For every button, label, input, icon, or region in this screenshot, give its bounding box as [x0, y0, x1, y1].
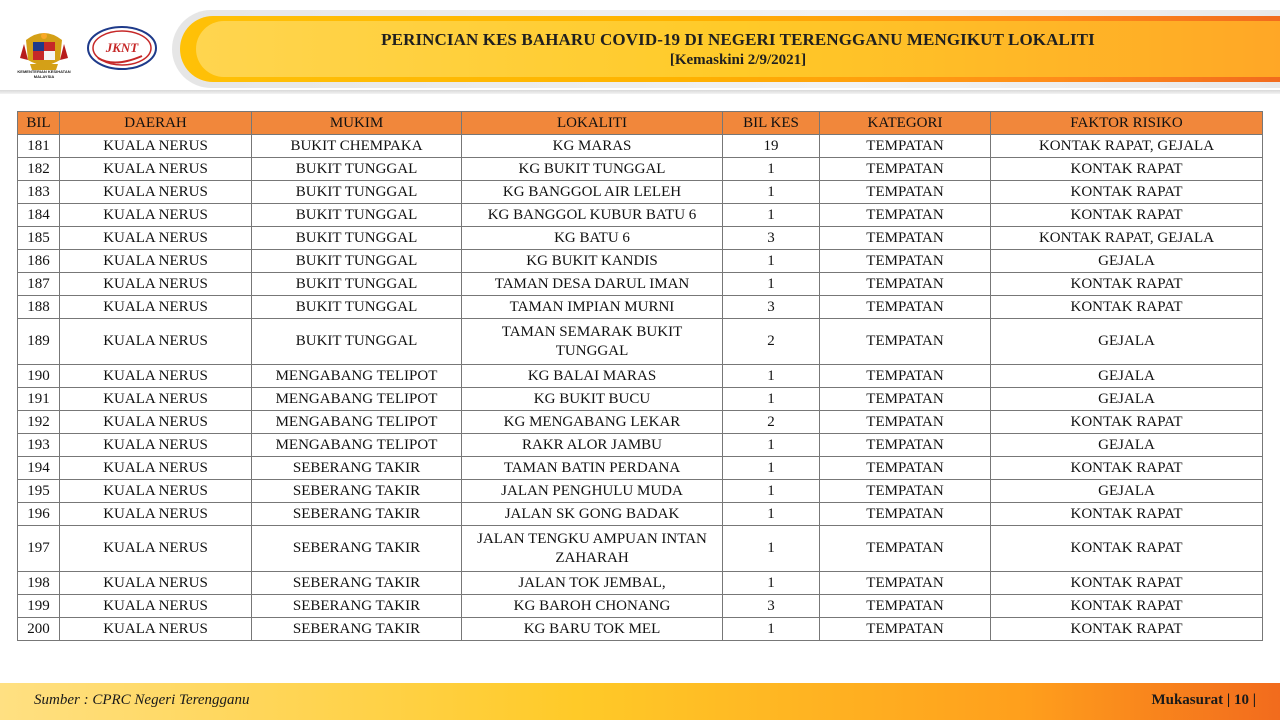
cell-faktor-risiko: GEJALA	[991, 480, 1263, 503]
cell-lokaliti: KG MENGABANG LEKAR	[462, 411, 723, 434]
cases-table	[17, 111, 1263, 641]
cell-bil-kes: 1	[723, 388, 820, 411]
cell-bil-kes: 1	[723, 457, 820, 480]
col-header-bil: BIL	[18, 112, 60, 135]
table-row	[18, 135, 1263, 158]
cell-faktor-risiko: KONTAK RAPAT	[991, 595, 1263, 618]
cell-lokaliti: KG BATU 6	[462, 227, 723, 250]
cell-kategori: TEMPATAN	[820, 319, 991, 365]
cell-daerah: KUALA NERUS	[60, 296, 252, 319]
cell-bil: 194	[18, 457, 60, 480]
cell-bil-kes: 1	[723, 158, 820, 181]
table-row	[18, 365, 1263, 388]
cell-bil: 181	[18, 135, 60, 158]
cell-mukim: BUKIT TUNGGAL	[252, 250, 462, 273]
table-row	[18, 181, 1263, 204]
cell-faktor-risiko: GEJALA	[991, 434, 1263, 457]
cell-faktor-risiko: KONTAK RAPAT	[991, 158, 1263, 181]
cell-bil: 195	[18, 480, 60, 503]
cell-lokaliti: RAKR ALOR JAMBU	[462, 434, 723, 457]
cell-lokaliti: TAMAN BATIN PERDANA	[462, 457, 723, 480]
cell-kategori: TEMPATAN	[820, 480, 991, 503]
cell-kategori: TEMPATAN	[820, 411, 991, 434]
cell-kategori: TEMPATAN	[820, 250, 991, 273]
cell-bil: 182	[18, 158, 60, 181]
cell-bil: 200	[18, 618, 60, 641]
cell-mukim: MENGABANG TELIPOT	[252, 365, 462, 388]
cell-daerah: KUALA NERUS	[60, 411, 252, 434]
cell-kategori: TEMPATAN	[820, 365, 991, 388]
cell-daerah: KUALA NERUS	[60, 572, 252, 595]
cell-kategori: TEMPATAN	[820, 526, 991, 572]
cell-lokaliti: KG BAROH CHONANG	[462, 595, 723, 618]
table-row	[18, 158, 1263, 181]
cell-bil-kes: 1	[723, 526, 820, 572]
cell-daerah: KUALA NERUS	[60, 365, 252, 388]
cell-faktor-risiko: KONTAK RAPAT	[991, 411, 1263, 434]
cell-bil-kes: 1	[723, 572, 820, 595]
cell-daerah: KUALA NERUS	[60, 457, 252, 480]
cell-bil-kes: 1	[723, 503, 820, 526]
cell-mukim: BUKIT TUNGGAL	[252, 204, 462, 227]
cell-daerah: KUALA NERUS	[60, 135, 252, 158]
table-row	[18, 572, 1263, 595]
jknt-logo-icon	[84, 24, 160, 72]
cell-lokaliti: KG BANGGOL KUBUR BATU 6	[462, 204, 723, 227]
table-row	[18, 319, 1263, 365]
cell-bil-kes: 1	[723, 434, 820, 457]
jknt-logo-text: JKNT	[105, 40, 139, 55]
col-header-kategori: KATEGORI	[820, 112, 991, 135]
cell-mukim: MENGABANG TELIPOT	[252, 388, 462, 411]
cell-kategori: TEMPATAN	[820, 158, 991, 181]
cell-bil: 185	[18, 227, 60, 250]
update-date: [Kemaskini 2/9/2021]	[669, 52, 807, 68]
cell-kategori: TEMPATAN	[820, 135, 991, 158]
cell-bil: 190	[18, 365, 60, 388]
cell-bil-kes: 1	[723, 365, 820, 388]
table-row	[18, 618, 1263, 641]
cell-daerah: KUALA NERUS	[60, 319, 252, 365]
cell-daerah: KUALA NERUS	[60, 388, 252, 411]
cell-faktor-risiko: GEJALA	[991, 319, 1263, 365]
table-row	[18, 526, 1263, 572]
cell-faktor-risiko: KONTAK RAPAT, GEJALA	[991, 135, 1263, 158]
cell-lokaliti: TAMAN SEMARAK BUKIT TUNGGAL	[462, 319, 723, 365]
cell-mukim: BUKIT TUNGGAL	[252, 181, 462, 204]
cell-mukim: SEBERANG TAKIR	[252, 595, 462, 618]
cell-bil: 184	[18, 204, 60, 227]
cell-bil: 189	[18, 319, 60, 365]
cell-bil-kes: 3	[723, 227, 820, 250]
cell-faktor-risiko: KONTAK RAPAT, GEJALA	[991, 227, 1263, 250]
cell-kategori: TEMPATAN	[820, 273, 991, 296]
cell-daerah: KUALA NERUS	[60, 273, 252, 296]
cell-lokaliti: TAMAN DESA DARUL IMAN	[462, 273, 723, 296]
cell-lokaliti: KG BUKIT TUNGGAL	[462, 158, 723, 181]
cell-bil-kes: 1	[723, 480, 820, 503]
cell-kategori: TEMPATAN	[820, 181, 991, 204]
cell-faktor-risiko: KONTAK RAPAT	[991, 204, 1263, 227]
cell-daerah: KUALA NERUS	[60, 526, 252, 572]
cell-daerah: KUALA NERUS	[60, 434, 252, 457]
cell-bil-kes: 1	[723, 618, 820, 641]
cell-faktor-risiko: GEJALA	[991, 250, 1263, 273]
cell-lokaliti: KG MARAS	[462, 135, 723, 158]
cell-lokaliti: KG BUKIT KANDIS	[462, 250, 723, 273]
col-header-daerah: DAERAH	[60, 112, 252, 135]
col-header-bil-kes: BIL KES	[723, 112, 820, 135]
table-row	[18, 388, 1263, 411]
cell-faktor-risiko: KONTAK RAPAT	[991, 572, 1263, 595]
cell-lokaliti: JALAN PENGHULU MUDA	[462, 480, 723, 503]
cell-bil: 188	[18, 296, 60, 319]
table-header-row	[18, 112, 1263, 135]
cell-daerah: KUALA NERUS	[60, 618, 252, 641]
cell-mukim: BUKIT CHEMPAKA	[252, 135, 462, 158]
table-row	[18, 595, 1263, 618]
cell-lokaliti: JALAN TOK JEMBAL,	[462, 572, 723, 595]
cell-bil: 193	[18, 434, 60, 457]
cell-kategori: TEMPATAN	[820, 618, 991, 641]
table-row	[18, 457, 1263, 480]
cell-bil: 187	[18, 273, 60, 296]
cell-mukim: SEBERANG TAKIR	[252, 457, 462, 480]
table-row	[18, 273, 1263, 296]
cell-bil-kes: 1	[723, 181, 820, 204]
cell-bil-kes: 19	[723, 135, 820, 158]
cell-mukim: BUKIT TUNGGAL	[252, 158, 462, 181]
cell-faktor-risiko: KONTAK RAPAT	[991, 526, 1263, 572]
cell-bil-kes: 1	[723, 273, 820, 296]
cell-daerah: KUALA NERUS	[60, 204, 252, 227]
col-header-lokaliti: LOKALITI	[462, 112, 723, 135]
cell-mukim: BUKIT TUNGGAL	[252, 319, 462, 365]
cell-kategori: TEMPATAN	[820, 434, 991, 457]
cell-faktor-risiko: KONTAK RAPAT	[991, 503, 1263, 526]
cell-mukim: SEBERANG TAKIR	[252, 480, 462, 503]
cell-kategori: TEMPATAN	[820, 457, 991, 480]
cell-faktor-risiko: KONTAK RAPAT	[991, 296, 1263, 319]
cell-daerah: KUALA NERUS	[60, 595, 252, 618]
header-divider	[0, 90, 1280, 94]
table-row	[18, 503, 1263, 526]
cell-bil: 199	[18, 595, 60, 618]
cell-bil: 197	[18, 526, 60, 572]
col-header-faktor-risiko: FAKTOR RISIKO	[991, 112, 1263, 135]
cell-bil: 186	[18, 250, 60, 273]
cell-kategori: TEMPATAN	[820, 572, 991, 595]
table-row	[18, 411, 1263, 434]
col-header-mukim: MUKIM	[252, 112, 462, 135]
cell-daerah: KUALA NERUS	[60, 158, 252, 181]
table-row	[18, 296, 1263, 319]
cell-kategori: TEMPATAN	[820, 204, 991, 227]
table-row	[18, 204, 1263, 227]
cell-mukim: BUKIT TUNGGAL	[252, 296, 462, 319]
cell-mukim: SEBERANG TAKIR	[252, 618, 462, 641]
cell-mukim: SEBERANG TAKIR	[252, 572, 462, 595]
cell-faktor-risiko: KONTAK RAPAT	[991, 181, 1263, 204]
cell-lokaliti: JALAN SK GONG BADAK	[462, 503, 723, 526]
table-row	[18, 250, 1263, 273]
cell-kategori: TEMPATAN	[820, 503, 991, 526]
table-body	[18, 135, 1263, 641]
cell-bil-kes: 2	[723, 319, 820, 365]
cell-kategori: TEMPATAN	[820, 296, 991, 319]
cell-daerah: KUALA NERUS	[60, 503, 252, 526]
cell-bil-kes: 3	[723, 595, 820, 618]
cell-bil: 198	[18, 572, 60, 595]
cell-daerah: KUALA NERUS	[60, 227, 252, 250]
cell-lokaliti: KG BUKIT BUCU	[462, 388, 723, 411]
cell-mukim: MENGABANG TELIPOT	[252, 411, 462, 434]
cell-kategori: TEMPATAN	[820, 227, 991, 250]
cell-faktor-risiko: KONTAK RAPAT	[991, 273, 1263, 296]
moh-logo-text: KEMENTERIAN KESIHATAN MALAYSIA	[17, 69, 71, 79]
cell-faktor-risiko: GEJALA	[991, 388, 1263, 411]
cell-faktor-risiko: GEJALA	[991, 365, 1263, 388]
cell-lokaliti: JALAN TENGKU AMPUAN INTAN ZAHARAH	[462, 526, 723, 572]
logos	[10, 22, 170, 86]
cell-lokaliti: KG BARU TOK MEL	[462, 618, 723, 641]
cell-mukim: MENGABANG TELIPOT	[252, 434, 462, 457]
cell-kategori: TEMPATAN	[820, 388, 991, 411]
cell-lokaliti: KG BALAI MARAS	[462, 365, 723, 388]
cell-bil-kes: 1	[723, 204, 820, 227]
table-row	[18, 227, 1263, 250]
cell-bil: 196	[18, 503, 60, 526]
cell-mukim: BUKIT TUNGGAL	[252, 227, 462, 250]
cell-kategori: TEMPATAN	[820, 595, 991, 618]
cell-bil-kes: 3	[723, 296, 820, 319]
data-source: Sumber : CPRC Negeri Terengganu	[34, 692, 250, 708]
cell-faktor-risiko: KONTAK RAPAT	[991, 618, 1263, 641]
cell-faktor-risiko: KONTAK RAPAT	[991, 457, 1263, 480]
cell-daerah: KUALA NERUS	[60, 250, 252, 273]
cell-daerah: KUALA NERUS	[60, 480, 252, 503]
cell-mukim: SEBERANG TAKIR	[252, 526, 462, 572]
cell-mukim: SEBERANG TAKIR	[252, 503, 462, 526]
cell-bil: 192	[18, 411, 60, 434]
cell-lokaliti: KG BANGGOL AIR LELEH	[462, 181, 723, 204]
cell-bil-kes: 2	[723, 411, 820, 434]
cell-bil: 183	[18, 181, 60, 204]
page-title: PERINCIAN KES BAHARU COVID-19 DI NEGERI TERENGGANU MENGIKUT LOKALITI	[381, 30, 1095, 49]
cell-bil-kes: 1	[723, 250, 820, 273]
cell-bil: 191	[18, 388, 60, 411]
cell-lokaliti: TAMAN IMPIAN MURNI	[462, 296, 723, 319]
table-row	[18, 434, 1263, 457]
page-number: Mukasurat | 10 |	[1151, 692, 1256, 708]
cell-mukim: BUKIT TUNGGAL	[252, 273, 462, 296]
cell-daerah: KUALA NERUS	[60, 181, 252, 204]
table-row	[18, 480, 1263, 503]
